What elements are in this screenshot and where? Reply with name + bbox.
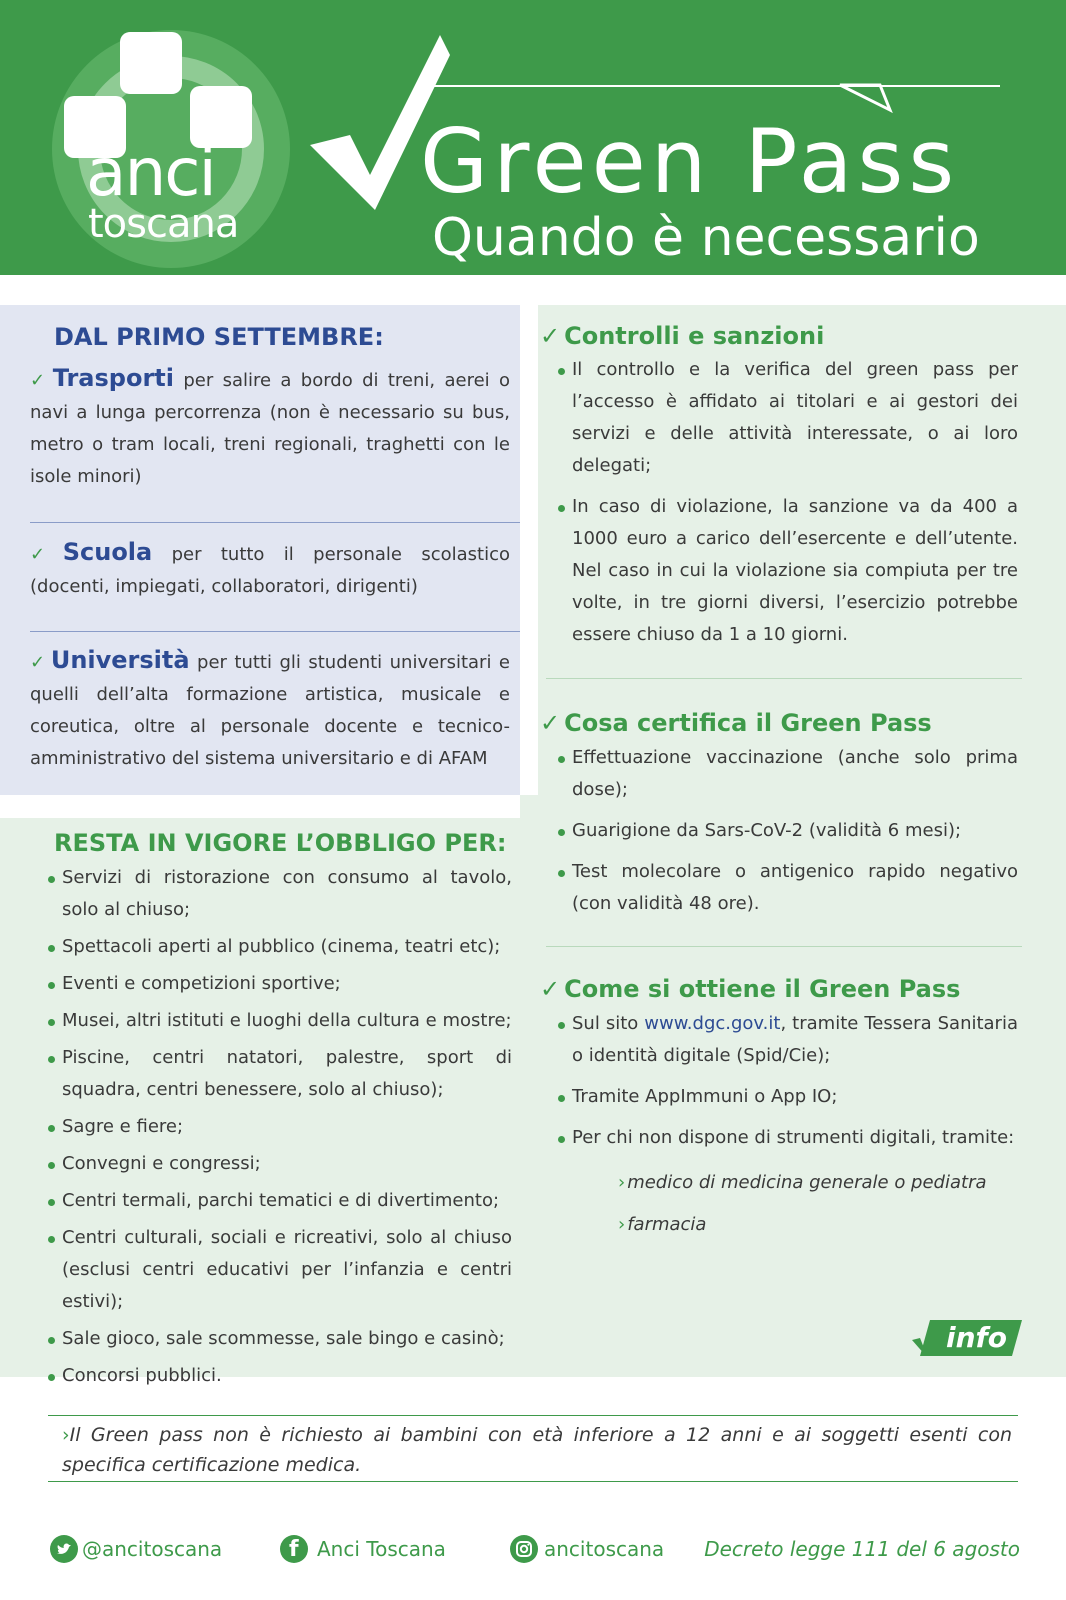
item-universita [30, 644, 510, 775]
twitter-icon[interactable] [50, 1535, 78, 1563]
check-icon: ✓ [540, 709, 561, 737]
list-item: Spettacoli aperti al pubblico (cinema, teatri etc); [48, 931, 512, 963]
instagram-handle[interactable]: ancitoscana [544, 1537, 665, 1561]
list-item: Il controllo e la verifica del green pass per l’accesso è affidato ai titolari e ai gestori dei servizi e delle attività interessate, o ai loro delegati; [558, 354, 1018, 482]
list-item: Tramite AppImmuni o App IO; [558, 1081, 1018, 1113]
note-text: ›Il Green pass non è richiesto ai bambini con età inferiore a 12 anni e ai soggetti esenti con specifica certificazione medica. [62, 1424, 1012, 1476]
bullet-icon [48, 982, 55, 989]
divider [30, 631, 520, 632]
bullet-icon [48, 1199, 55, 1206]
item-lead: Scuola [62, 538, 153, 566]
list-item: Concorsi pubblici. [48, 1360, 512, 1392]
obligation-list [48, 862, 512, 1397]
chevron-right-icon: › [62, 1424, 70, 1446]
list-item: Musei, altri istituti e luoghi della cultura e mostre; [48, 1005, 512, 1037]
page-title: Green Pass [420, 110, 960, 213]
facebook-icon[interactable]: f [280, 1535, 308, 1563]
section-heading: ✓ Controlli e sanzioni [540, 322, 825, 350]
check-icon: ✓ [30, 544, 59, 565]
list-item: Eventi e competizioni sportive; [48, 968, 512, 1000]
logo-square [120, 32, 182, 94]
panel-joint [520, 795, 538, 818]
bullet-icon [48, 876, 55, 883]
twitter-handle[interactable]: @ancitoscana [82, 1537, 223, 1561]
bullet-icon [48, 1162, 55, 1169]
list-item: Guarigione da Sars-CoV-2 (validità 6 mesi); [558, 815, 1018, 847]
divider [48, 1415, 1018, 1416]
list-item: Effettuazione vaccinazione (anche solo prima dose); [558, 742, 1018, 806]
list-item: Test molecolare o antigenico rapido negativo (con validità 48 ore). [558, 856, 1018, 920]
chevron-right-icon: › [618, 1214, 626, 1235]
divider [30, 522, 520, 523]
divider [48, 1481, 1018, 1482]
list-item: Servizi di ristorazione con consumo al tavolo, solo al chiuso; [48, 862, 512, 926]
list-item: Centri termali, parchi tematici e di divertimento; [48, 1185, 512, 1217]
bullet-icon [48, 1056, 55, 1063]
list-item: In caso di violazione, la sanzione va da 400 a 1000 euro a carico dell’esercente e dell’utente. Nel caso in cui la violazione sia compiuta per tre volte, in tre giorni diversi, l’esercizio potrebbe essere chiuso da 1 a 10 giorni. [558, 491, 1018, 651]
instagram-icon[interactable] [510, 1535, 538, 1563]
bullet-icon [558, 1136, 565, 1143]
item-text: per tutto il personale scolastico (docenti, impiegati, collaboratori, dirigenti) [30, 544, 510, 597]
list-item: Sagre e fiere; [48, 1111, 512, 1143]
item-lead: Trasporti [52, 364, 174, 392]
list-item: Per chi non dispone di strumenti digitali, tramite: [558, 1122, 1018, 1154]
logo-text: anci [86, 134, 215, 211]
logo-subtext: toscana [88, 201, 239, 247]
section-heading: ✓ Cosa certifica il Green Pass [540, 709, 932, 737]
bullet-icon [48, 1019, 55, 1026]
item-trasporti [30, 362, 510, 493]
list-item: Convegni e congressi; [48, 1148, 512, 1180]
item-text: per tutti gli studenti universitari e quelli dell’alta formazione artistica, musicale e coreutica, oltre al personale docente e tecnico-amministrativo del sistema universitario e di AFAM [30, 652, 510, 769]
bullet-icon [558, 870, 565, 877]
list-item: Sale gioco, sale scommesse, sale bingo e casinò; [48, 1323, 512, 1355]
chevron-right-icon: › [618, 1172, 626, 1193]
divider [546, 678, 1022, 679]
bullet-icon [48, 1337, 55, 1344]
bullet-icon [558, 505, 565, 512]
bullet-icon [558, 368, 565, 375]
section-heading: RESTA IN VIGORE L’OBBLIGO PER: [54, 829, 507, 857]
divider [546, 946, 1022, 947]
certifica-list [558, 742, 1018, 929]
check-icon: ✓ [540, 322, 561, 350]
bullet-icon [48, 1374, 55, 1381]
controlli-list [558, 354, 1018, 660]
check-icon: ✓ [540, 975, 561, 1003]
check-icon: ✓ [30, 370, 49, 391]
list-item: Piscine, centri natatori, palestre, sport di squadra, centri benessere, solo al chiuso); [48, 1042, 512, 1106]
list-item: Sul sito www.dgc.gov.it, tramite Tessera Sanitaria o identità digitale (Spid/Cie); [558, 1008, 1018, 1072]
decree-reference: Decreto legge 111 del 6 agosto [704, 1537, 1020, 1561]
info-badge-label: info [946, 1321, 1007, 1354]
bullet-icon [48, 1236, 55, 1243]
section-heading: ✓ Come si ottiene il Green Pass [540, 975, 961, 1003]
bullet-icon [558, 1095, 565, 1102]
item-text: per salire a bordo di treni, aerei o navi a lunga percorrenza (non è necessario su bus, metro o tram locali, treni regionali, traghetti con le isole minori) [30, 370, 511, 487]
item-scuola [30, 536, 510, 603]
bullet-icon [558, 1022, 565, 1029]
bullet-icon [558, 829, 565, 836]
ottiene-list [558, 1008, 1018, 1163]
dgc-link[interactable]: www.dgc.gov.it [644, 1013, 781, 1034]
bullet-icon [558, 756, 565, 763]
page-subtitle: Quando è necessario [432, 208, 980, 268]
facebook-page[interactable]: Anci Toscana [317, 1537, 446, 1561]
sub-item: › medico di medicina generale o pediatra [618, 1172, 987, 1193]
sub-item: › farmacia [618, 1214, 707, 1235]
header-banner [0, 0, 1066, 275]
bullet-icon [48, 1125, 55, 1132]
bullet-icon [48, 945, 55, 952]
list-item: Centri culturali, sociali e ricreativi, solo al chiuso (esclusi centri educativi per l’infanzia e centri estivi); [48, 1222, 512, 1318]
section-heading: DAL PRIMO SETTEMBRE: [54, 323, 384, 351]
info-badge [912, 1318, 1022, 1358]
item-lead: Università [50, 646, 190, 674]
check-icon: ✓ [30, 652, 47, 673]
